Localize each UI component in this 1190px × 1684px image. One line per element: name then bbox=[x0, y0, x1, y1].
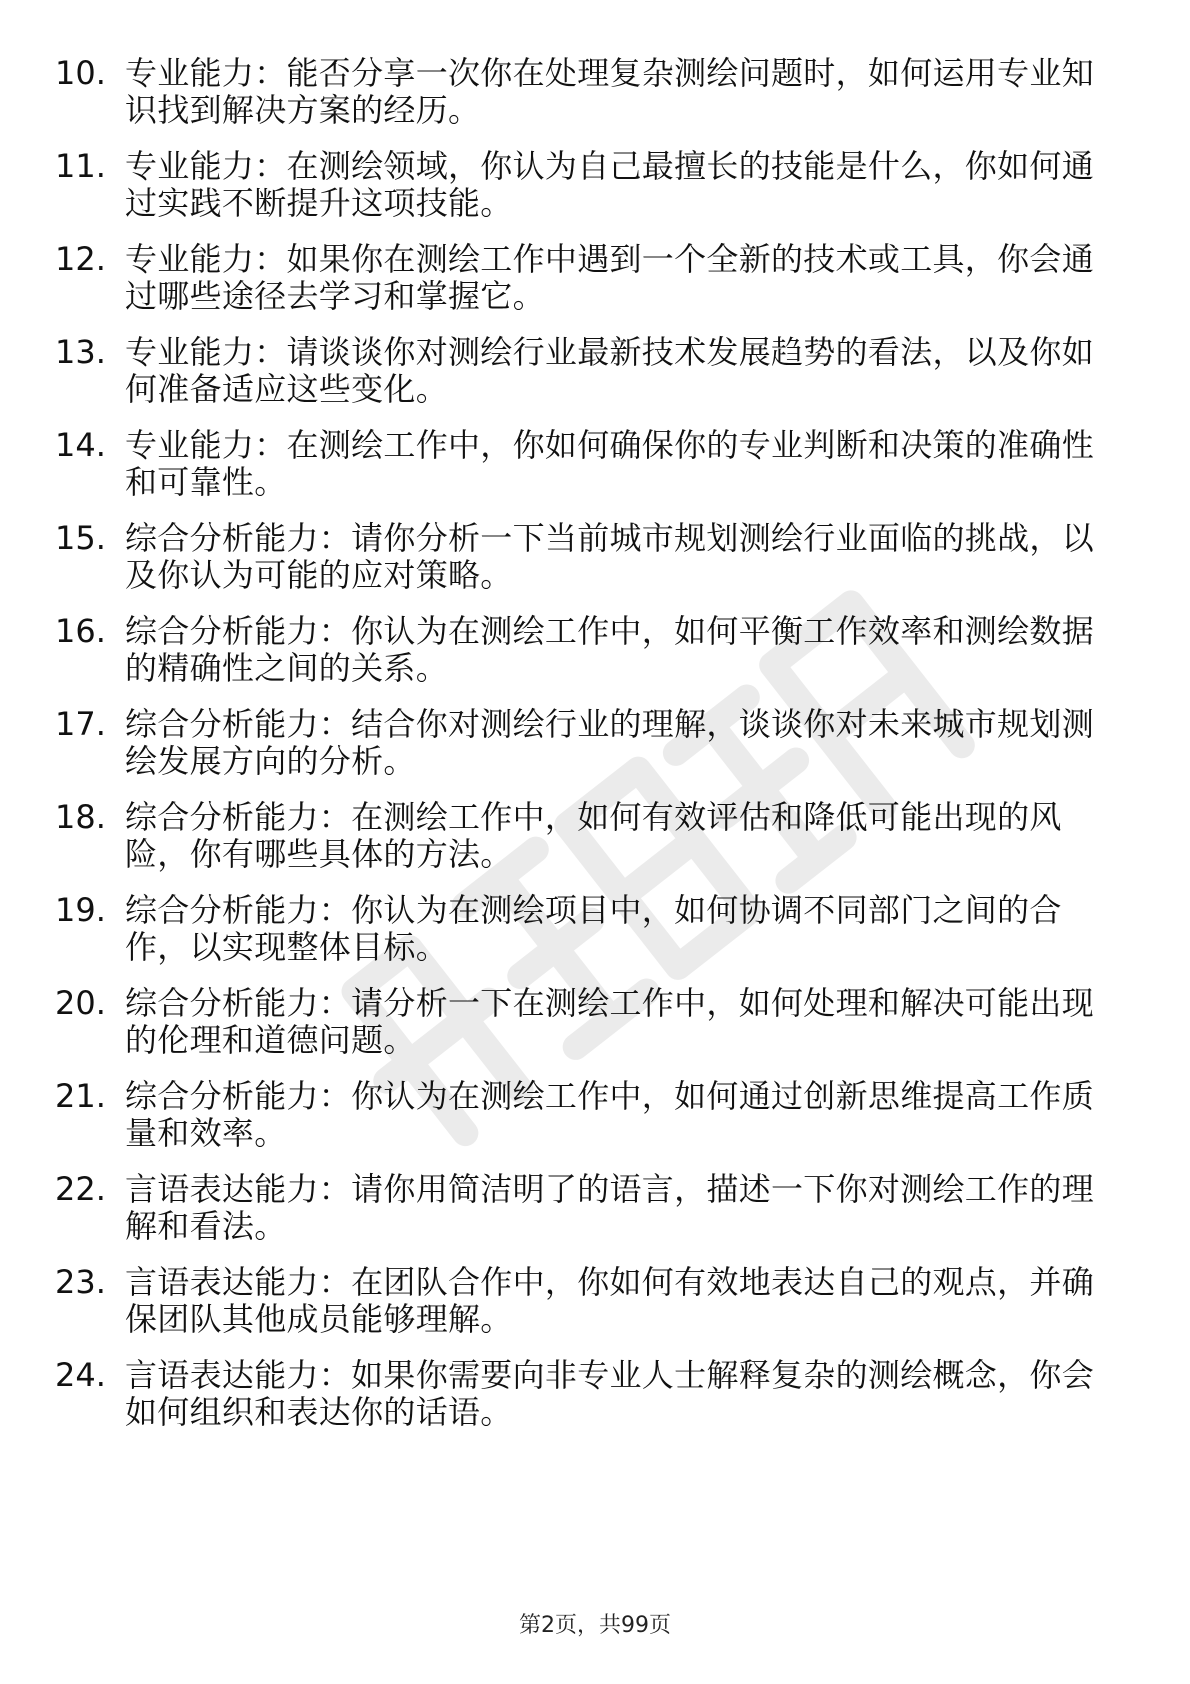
page-number-footer: 第2页，共99页 bbox=[519, 1613, 671, 1638]
question-item bbox=[55, 520, 1115, 594]
question-text: 专业能力：在测绘领域，你认为自己最擅长的技能是什么，你如何通过实践不断提升这项技能。 bbox=[125, 147, 1095, 222]
question-number: 18. bbox=[55, 798, 106, 836]
question-text: 专业能力：在测绘工作中，你如何确保你的专业判断和决策的准确性和可靠性。 bbox=[125, 426, 1095, 501]
question-text: 综合分析能力：你认为在测绘工作中，如何通过创新思维提高工作质量和效率。 bbox=[125, 1077, 1095, 1152]
question-item bbox=[55, 892, 1115, 966]
question-item bbox=[55, 706, 1115, 780]
question-number: 14. bbox=[55, 426, 106, 464]
question-number: 23. bbox=[55, 1263, 106, 1301]
question-number: 16. bbox=[55, 612, 106, 650]
question-text: 专业能力：能否分享一次你在处理复杂测绘问题时，如何运用专业知识找到解决方案的经历。 bbox=[125, 54, 1095, 129]
question-text: 综合分析能力：请你分析一下当前城市规划测绘行业面临的挑战，以及你认为可能的应对策略。 bbox=[125, 519, 1095, 594]
question-number: 12. bbox=[55, 240, 106, 278]
question-item bbox=[55, 799, 1115, 873]
question-number: 19. bbox=[55, 891, 106, 929]
question-text: 综合分析能力：请分析一下在测绘工作中，如何处理和解决可能出现的伦理和道德问题。 bbox=[125, 984, 1095, 1059]
question-text: 专业能力：请谈谈你对测绘行业最新技术发展趋势的看法，以及你如何准备适应这些变化。 bbox=[125, 333, 1095, 408]
question-number: 10. bbox=[55, 54, 106, 92]
question-text: 言语表达能力：如果你需要向非专业人士解释复杂的测绘概念，你会如何组织和表达你的话语。 bbox=[125, 1356, 1095, 1431]
question-item bbox=[55, 148, 1115, 222]
question-item bbox=[55, 613, 1115, 687]
question-text: 综合分析能力：在测绘工作中，如何有效评估和降低可能出现的风险，你有哪些具体的方法。 bbox=[125, 798, 1062, 873]
question-item bbox=[55, 985, 1115, 1059]
question-list bbox=[55, 55, 1115, 1450]
question-item bbox=[55, 427, 1115, 501]
question-item bbox=[55, 55, 1115, 129]
question-item bbox=[55, 1171, 1115, 1245]
question-text: 综合分析能力：你认为在测绘项目中，如何协调不同部门之间的合作，以实现整体目标。 bbox=[125, 891, 1062, 966]
question-text: 综合分析能力：你认为在测绘工作中，如何平衡工作效率和测绘数据的精确性之间的关系。 bbox=[125, 612, 1095, 687]
question-number: 20. bbox=[55, 984, 106, 1022]
question-number: 22. bbox=[55, 1170, 106, 1208]
question-text: 专业能力：如果你在测绘工作中遇到一个全新的技术或工具，你会通过哪些途径去学习和掌握它。 bbox=[125, 240, 1095, 315]
question-number: 17. bbox=[55, 705, 106, 743]
question-text: 言语表达能力：请你用简洁明了的语言，描述一下你对测绘工作的理解和看法。 bbox=[125, 1170, 1095, 1245]
question-item bbox=[55, 1357, 1115, 1431]
question-number: 13. bbox=[55, 333, 106, 371]
question-number: 11. bbox=[55, 147, 106, 185]
question-item bbox=[55, 1078, 1115, 1152]
question-text: 综合分析能力：结合你对测绘行业的理解，谈谈你对未来城市规划测绘发展方向的分析。 bbox=[125, 705, 1095, 780]
question-text: 言语表达能力：在团队合作中，你如何有效地表达自己的观点，并确保团队其他成员能够理解。 bbox=[125, 1263, 1095, 1338]
question-item bbox=[55, 334, 1115, 408]
question-item bbox=[55, 1264, 1115, 1338]
question-number: 15. bbox=[55, 519, 106, 557]
question-number: 24. bbox=[55, 1356, 106, 1394]
question-item bbox=[55, 241, 1115, 315]
question-number: 21. bbox=[55, 1077, 106, 1115]
